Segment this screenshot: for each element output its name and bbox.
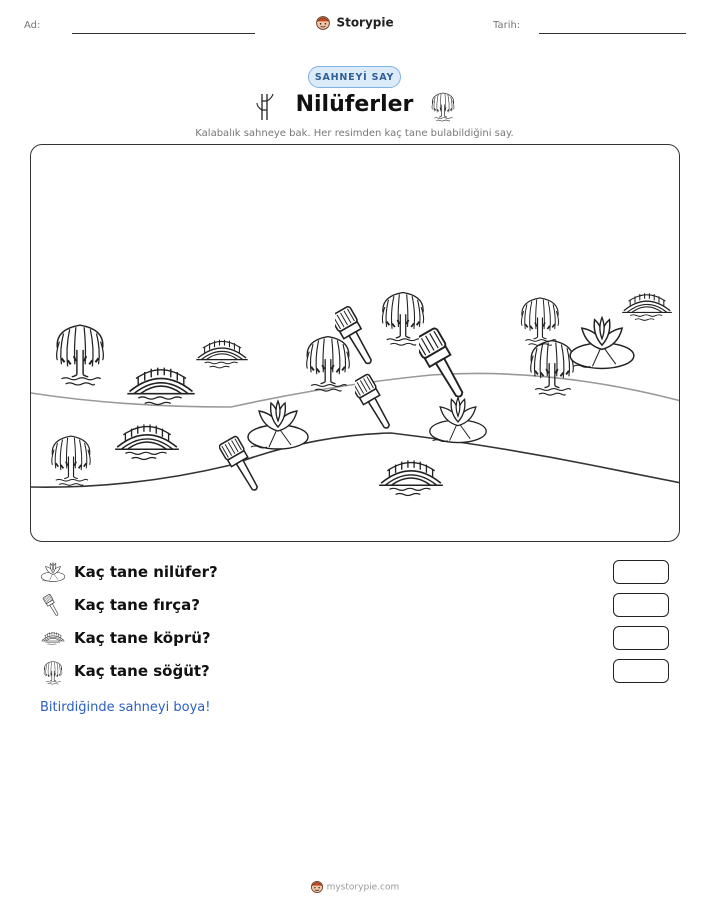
willow-6 — [531, 341, 574, 395]
name-line[interactable] — [72, 33, 255, 34]
question-text: Kaç tane köprü? — [74, 629, 211, 647]
question-row-willow — [40, 659, 670, 685]
willow-4 — [382, 292, 423, 345]
bridge-3 — [115, 425, 179, 460]
question-row-bridge — [40, 626, 670, 652]
page-title: Nilüferler — [295, 92, 414, 117]
mascot-icon — [310, 880, 324, 894]
brush-1 — [330, 306, 379, 369]
brush-icon — [40, 593, 64, 619]
footer-url: mystorypie.com — [326, 882, 400, 893]
bridge-1 — [127, 368, 194, 405]
willow-2 — [52, 436, 90, 485]
question-text: Kaç tane fırça? — [74, 596, 201, 614]
lotus-icon — [40, 560, 66, 584]
brush-3 — [350, 374, 396, 433]
willow-5 — [521, 298, 558, 345]
scene-drawing — [31, 145, 680, 542]
lotus-2 — [430, 397, 486, 442]
lotus-3 — [570, 318, 634, 369]
answer-box-bridge[interactable] — [613, 626, 669, 650]
finish-instruction: Bitirdiğinde sahneyi boya! — [40, 700, 211, 715]
question-text: Kaç tane nilüfer? — [74, 563, 218, 581]
brand-logo — [0, 12, 709, 31]
name-label: Ad: — [24, 20, 41, 31]
date-line[interactable] — [539, 33, 686, 34]
willow-1 — [57, 325, 104, 385]
footer — [0, 880, 709, 894]
answer-box-willow[interactable] — [613, 659, 669, 683]
answer-box-brush[interactable] — [613, 593, 669, 617]
brand-name: Storypie — [336, 15, 394, 30]
mascot-icon — [315, 15, 331, 31]
willow-3 — [307, 337, 350, 391]
lower-riverbank — [31, 433, 680, 487]
brush-2 — [413, 327, 472, 403]
bridge-2 — [196, 340, 247, 368]
willow-icon — [40, 659, 66, 685]
lotus-1 — [248, 401, 308, 449]
question-text: Kaç tane söğüt? — [74, 662, 210, 680]
bridge-5 — [622, 293, 672, 320]
instructions: Kalabalık sahneye bak. Her resimden kaç tane bulabildiğini say. — [195, 128, 514, 139]
activity-badge: SAHNEYİ SAY — [308, 66, 401, 88]
bridge-icon — [40, 628, 66, 648]
question-row-lotus — [40, 560, 670, 586]
answer-box-lotus[interactable] — [613, 560, 669, 584]
counting-scene[interactable] — [30, 144, 680, 542]
question-row-brush — [40, 593, 670, 619]
willow-title-icon — [428, 90, 458, 122]
bridge-4 — [379, 461, 443, 496]
date-label: Tarih: — [493, 20, 521, 31]
